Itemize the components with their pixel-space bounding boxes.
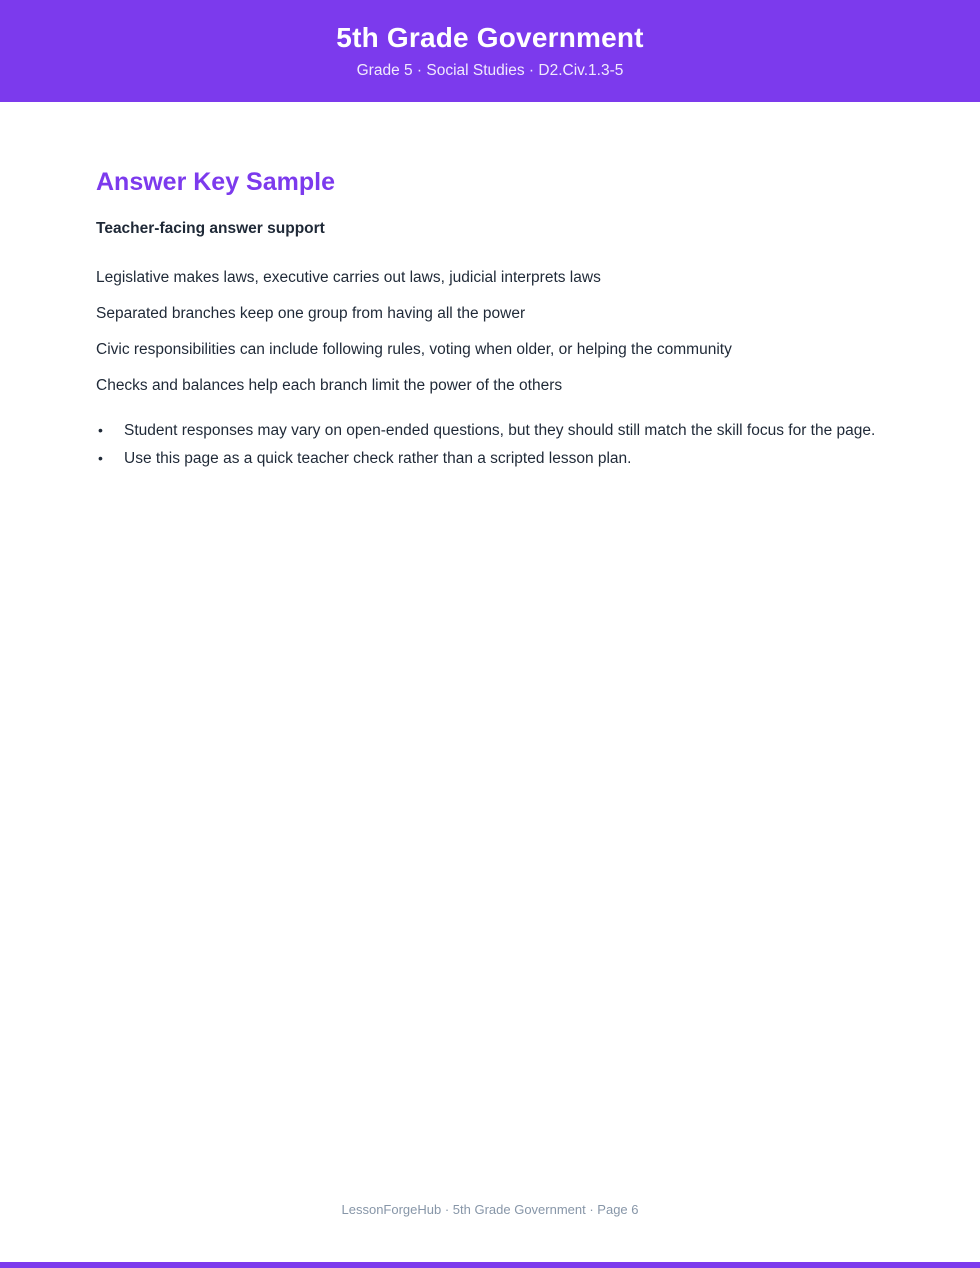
page-title: 5th Grade Government — [336, 22, 644, 53]
section-title: Answer Key Sample — [96, 168, 335, 196]
page-footer: LessonForgeHub · 5th Grade Government · Page 6 — [341, 1202, 639, 1217]
section-subheading: Teacher-facing answer support — [96, 219, 325, 237]
content-area — [0, 102, 980, 475]
answer-line: Civic responsibilities can include following rules, voting when older, or helping the community — [96, 340, 732, 358]
page-header-band — [0, 0, 980, 102]
page-subtitle: Grade 5 · Social Studies · D2.Civ.1.3-5 — [356, 61, 624, 79]
answer-line: Separated branches keep one group from having all the power — [96, 304, 526, 322]
answer-line: Legislative makes laws, executive carries out laws, judicial interprets laws — [96, 268, 601, 286]
note-text: Student responses may vary on open-ended questions, but they should still match the skill focus for the page. — [124, 421, 876, 439]
bullet-icon: • — [98, 449, 103, 466]
answer-line: Checks and balances help each branch limit the power of the others — [96, 376, 563, 394]
note-item — [96, 419, 884, 442]
bullet-icon: • — [98, 421, 103, 438]
note-text: Use this page as a quick teacher check rather than a scripted lesson plan. — [124, 449, 632, 467]
note-item — [96, 447, 884, 470]
answer-lines — [96, 266, 884, 397]
teacher-notes-list — [96, 419, 884, 470]
bottom-accent-bar — [0, 1262, 980, 1268]
